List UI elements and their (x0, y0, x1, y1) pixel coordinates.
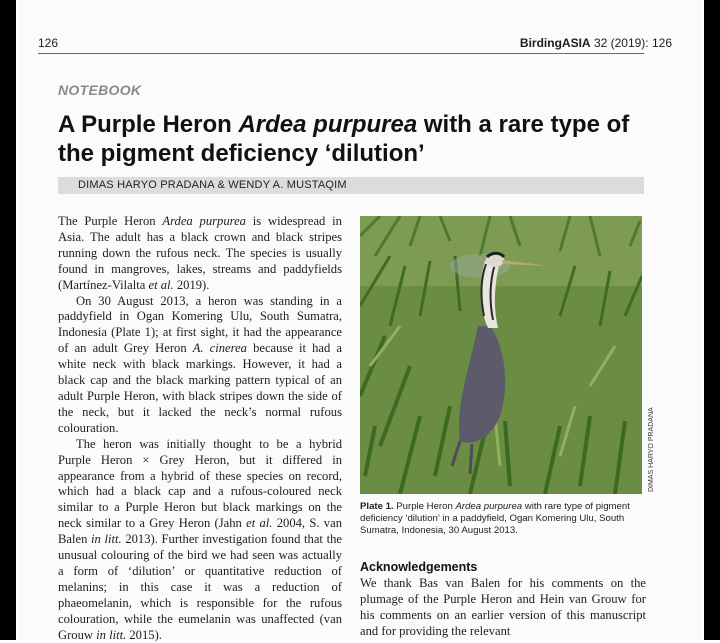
journal-header (520, 36, 672, 50)
et-al: et al. (246, 516, 273, 531)
in-litt: in litt. (91, 532, 122, 547)
text-span: 2019). (173, 277, 210, 292)
in-litt: in litt. (96, 627, 127, 642)
acknowledgements-text: We thank Bas van Balen for his comments on the plumage of the Purple Heron and Hein van Grouw for his comments on an earlier version of this manuscript and for providing the relevant (360, 576, 646, 638)
journal-name: BirdingASIA (519, 36, 591, 50)
species-name: Ardea purpurea (162, 214, 246, 228)
page-number: 126 (38, 36, 59, 50)
body-column (58, 214, 342, 643)
title-part-1: A Purple Heron (58, 111, 239, 138)
species-name: A. cinerea (192, 341, 247, 356)
title-part-2: with a rare type of the pigment deficiency ‘dilution’ (58, 111, 630, 167)
right-frame-bar (704, 0, 720, 640)
text-span: The Purple Heron (58, 214, 163, 228)
caption-label: Plate 1. (360, 501, 394, 512)
text-span: is widespread in Asia. The adult has a black crown and black stripes running down the rufous neck. The species is usually found in mangroves, lakes, streams and paddyfields (Martínez-Vilalta (58, 214, 342, 292)
heron-photo (360, 216, 642, 494)
paragraph-2 (58, 294, 342, 437)
text-span: because it had a white neck with black markings. However, it had a black cap and the black marking pattern typical of an adult Purple Heron, with black stripes down the side of the neck, but it lacked the neck’s normal rufous colouration. (58, 341, 342, 435)
text-span: The heron was initially thought to be a hybrid Purple Heron × Grey Heron, but it differed in appearance from a hybrid of these species on record, which had a black cap and a rufous-coloured neck similar to a Purple Heron but black markings on the neck similar to a Grey Heron (Jahn (58, 436, 342, 531)
text-span: 2015). (126, 627, 162, 642)
author-names: DIMAS HARYO PRADANA & WENDY A. MUSTAQIM (78, 179, 347, 191)
species-name: Ardea purpurea (455, 501, 523, 512)
acknowledgements-heading: Acknowledgements (360, 560, 478, 574)
et-al: et al. (148, 277, 174, 292)
text-span: On 30 August 2013, a heron was standing in a paddyfield in Ogan Komering Ulu, South Sumatra, Indonesia (Plate 1); at first sight, it had the appearance of an adult Grey Heron (58, 293, 342, 356)
journal-issue: 32 (2019): 126 (593, 36, 672, 50)
text-span: 2013). Further investigation found that the unusual colouring of the bird we had seen was actually a form of ‘dilution’ or quantitative reduction of melanins; in this case it was a reduction of phaeomelanin, which is responsible for the rufous colouration, while the eumelanin was unaffected (van Grouw (58, 532, 342, 642)
photo-credit: DIMAS HARYO PRADANA (648, 407, 655, 492)
section-label: NOTEBOOK (58, 82, 142, 98)
text-span: with rare type of pigment deficiency ‘dilution’ in a paddyfield, Ogan Komering Ulu, South Sumatra, Indonesia, 30 August 2013. (360, 501, 630, 536)
heron-photo-illustration (360, 216, 642, 494)
header-rule (38, 53, 644, 54)
title-species: Ardea purpurea (238, 111, 418, 138)
plate-caption (360, 501, 646, 537)
text-span: Purple Heron (393, 501, 456, 512)
paragraph-1 (58, 214, 342, 294)
article-title (58, 110, 658, 168)
left-frame-bar (0, 0, 16, 640)
paragraph-3 (58, 437, 342, 643)
text-span: 2004, S. van Balen (58, 516, 342, 547)
